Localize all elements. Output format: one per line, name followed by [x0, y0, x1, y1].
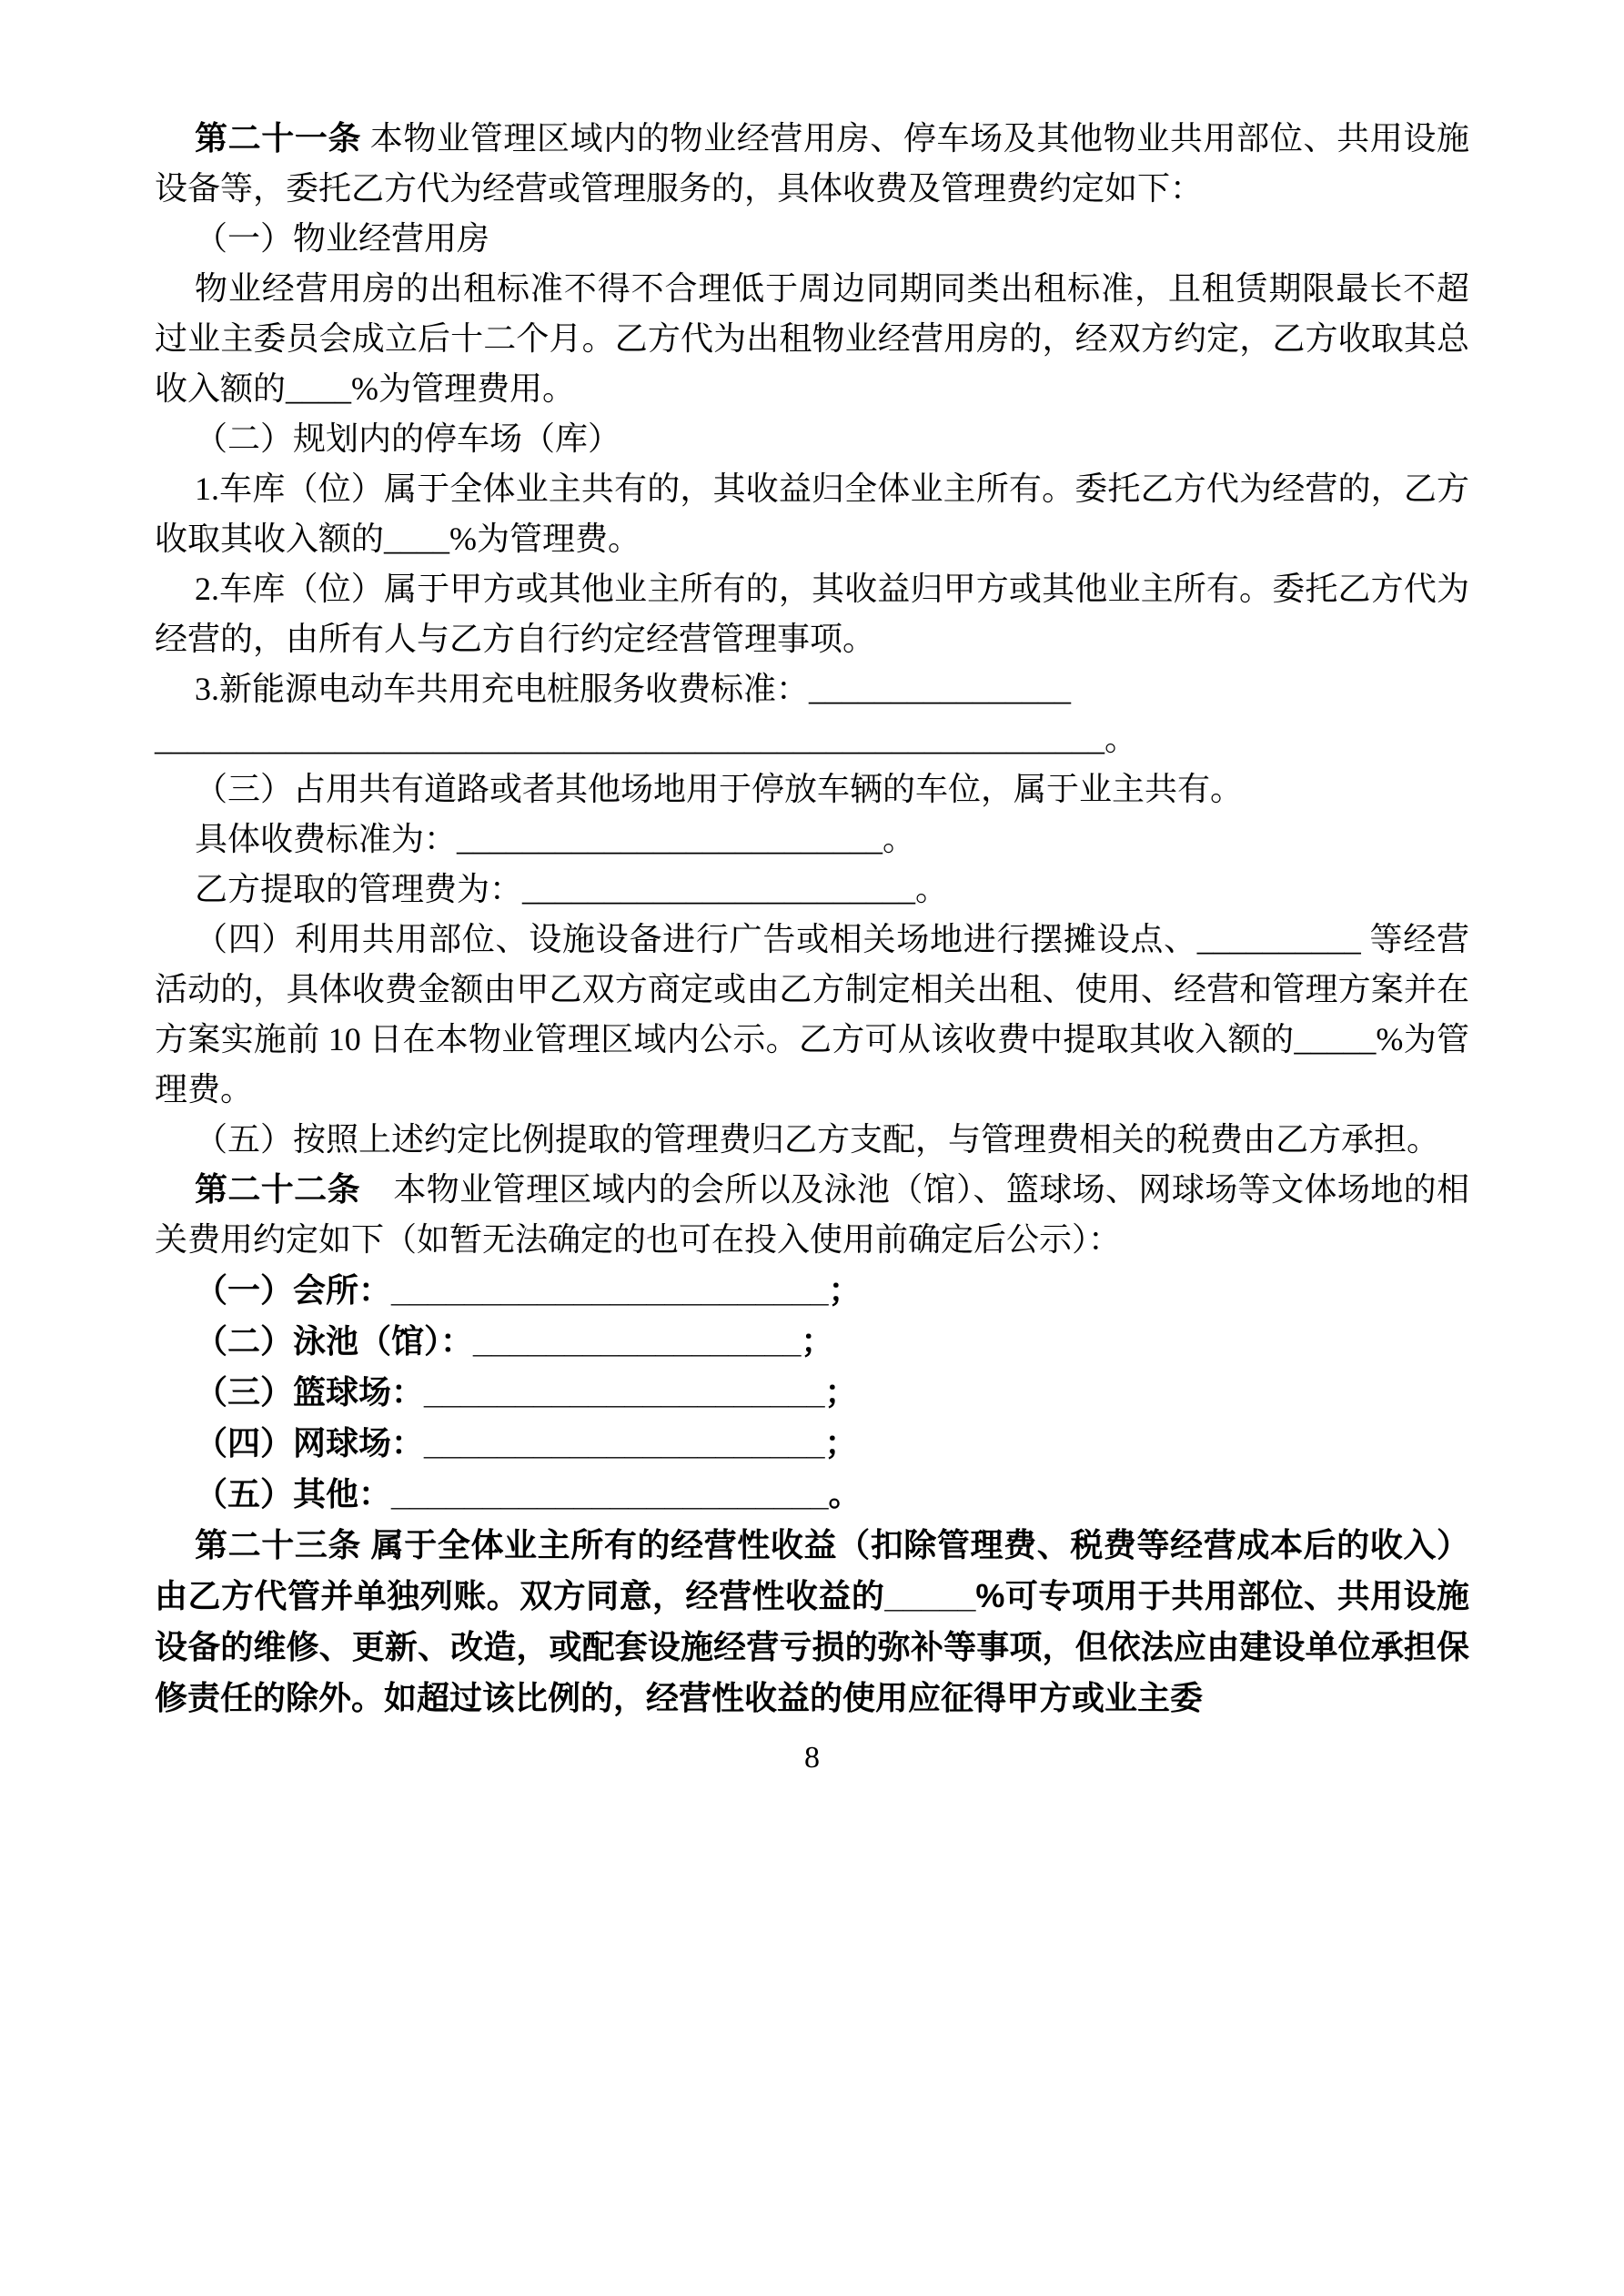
text-run: 具体收费标准为：__________________________。 [195, 821, 916, 857]
page-number: 8 [804, 1741, 820, 1775]
paragraph [155, 814, 1469, 865]
text-run: 本物业管理区域内的会所以及泳池（馆）、篮球场、网球场等文体场地的相关费用约定如下（如暂无法确定的也可在投入使用前确定后公示）： [155, 1171, 1469, 1258]
paragraph [155, 865, 1469, 915]
paragraph [155, 264, 1469, 414]
text-run: 物业经营用房的出租标准不得不合理低于周边同期同类出租标准，且租赁期限最长不超过业主委员会成立后十二个月。乙方代为出租物业经营用房的，经双方约定，乙方收取其总收入额的____%为管理费用。 [155, 270, 1469, 407]
paragraph [155, 414, 1469, 464]
paragraph [155, 1316, 1469, 1367]
text-run: 属于全体业主所有的经营性收益（扣除管理费、税费等经营成本后的收入）由乙方代管并单独列账。双方同意，经营性收益的_____%可专项用于共用部位、共用设施设备的维修、更新、改造，或配套设施经营亏损的弥补等事项，但依法应由建设单位承担保修责任的除外。如超过该比例的，经营性收益的使用应征得甲方或业主委 [155, 1526, 1469, 1716]
text-run: 2.车库（位）属于甲方或其他业主所有的，其收益归甲方或其他业主所有。委托乙方代为经营的，由所有人与乙方自行约定经营管理事项。 [155, 571, 1469, 657]
paragraph [155, 1418, 1469, 1469]
text-run: （四）网球场：______________________； [195, 1424, 858, 1462]
paragraph [155, 214, 1469, 264]
paragraph [155, 1165, 1469, 1265]
clause-heading-run: 第二十二条 [195, 1171, 360, 1208]
text-run: （二）泳池（馆）：__________________； [195, 1322, 834, 1360]
text-run: （四）利用共用部位、设施设备进行广告或相关场地进行摆摊设点、__________ 等经营活动的，具体收费金额由甲乙双方商定或由乙方制定相关出租、使用、经营和管理方案并在方案实施前 10 日在本物业管理区域内公示。乙方可从该收费中提取其收入额的_____%为管理费。 [155, 921, 1469, 1108]
page-footer [155, 1733, 1469, 1783]
paragraph [155, 1115, 1469, 1165]
paragraph [155, 1367, 1469, 1418]
text-run: 乙方提取的管理费为：________________________。 [195, 871, 949, 907]
paragraph [155, 464, 1469, 564]
paragraph [155, 764, 1469, 814]
text-run: （三）占用共有道路或者其他场地用于停放车辆的车位，属于业主共有。 [195, 771, 1244, 807]
text-run: 1.车库（位）属于全体业主共有的，其收益归全体业主所有。委托乙方代为经营的，乙方收取其收入额的____%为管理费。 [155, 470, 1469, 557]
text-run: 本物业管理区域内的物业经营用房、停车场及其他物业共用部位、共用设施设备等，委托乙方代为经营或管理服务的，具体收费及管理费约定如下： [155, 120, 1469, 207]
text-run: （一）会所：________________________； [195, 1271, 862, 1309]
text-run: （三）篮球场：______________________； [195, 1373, 858, 1411]
paragraph [155, 1469, 1469, 1520]
paragraph [155, 1265, 1469, 1316]
text-run: 3.新能源电动车共用充电桩服务收费标准：________________ [195, 671, 1072, 707]
paragraph [155, 714, 1469, 764]
text-run: （五）其他：________________________。 [195, 1475, 862, 1512]
text-run: （五）按照上述约定比例提取的管理费归乙方支配，与管理费相关的税费由乙方承担。 [195, 1121, 1440, 1158]
text-run: （一）物业经营用房 [195, 220, 490, 257]
paragraph [155, 915, 1469, 1115]
document-content [155, 114, 1469, 1724]
text-run: __________________________________________________________。 [155, 721, 1137, 757]
paragraph [155, 564, 1469, 664]
paragraph [155, 114, 1469, 214]
clause-heading-run: 第二十一条 [195, 120, 362, 157]
clause-heading-run: 第二十三条 [195, 1526, 362, 1563]
paragraph [155, 1520, 1469, 1724]
paragraph [155, 664, 1469, 714]
text-run: （二）规划内的停车场（库） [195, 420, 621, 457]
